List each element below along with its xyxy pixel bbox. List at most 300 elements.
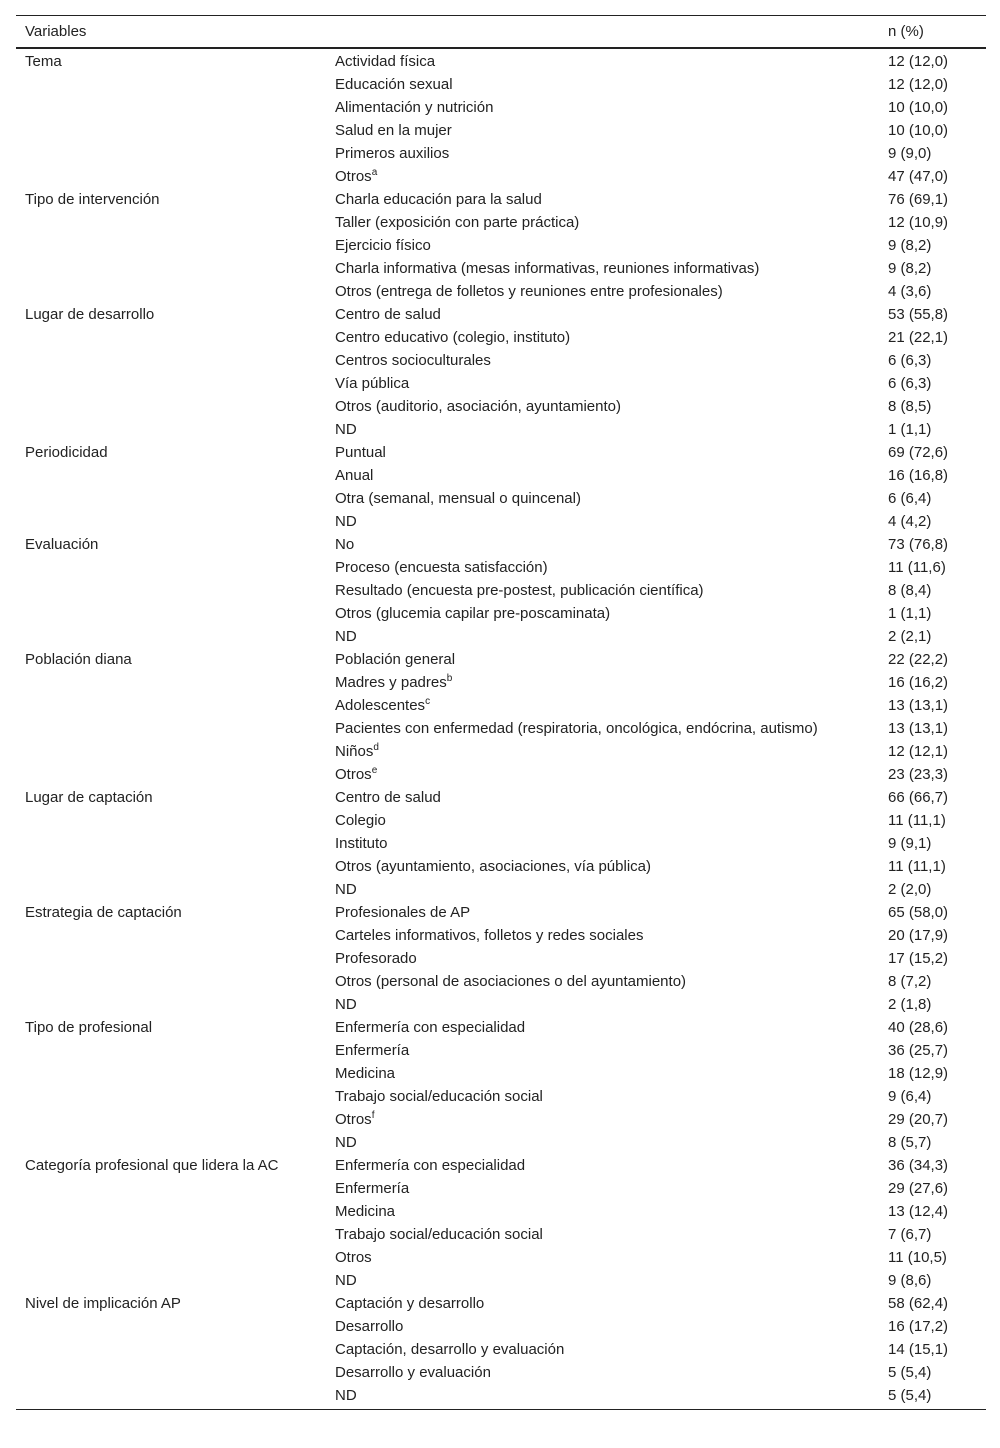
variable-cell	[16, 670, 326, 693]
category-cell	[326, 693, 879, 716]
category-label: Pacientes con enfermedad (respiratoria, oncológica, endócrina, autismo)	[335, 720, 818, 737]
table-row	[16, 785, 986, 808]
category-cell	[326, 1268, 879, 1291]
category-cell	[326, 1107, 879, 1130]
category-label: Otros (personal de asociaciones o del ayuntamiento)	[335, 973, 687, 990]
table-row	[16, 164, 986, 187]
table-header	[16, 16, 986, 49]
variable-cell	[16, 1268, 326, 1291]
variable-cell	[16, 371, 326, 394]
value-cell: 1 (1,1)	[888, 605, 932, 622]
table-row	[16, 1015, 986, 1038]
variable-cell	[16, 1176, 326, 1199]
variable-cell: Estrategia de captación	[25, 904, 182, 921]
category-cell	[326, 877, 879, 900]
variable-cell	[16, 877, 326, 900]
value-cell: 12 (12,0)	[888, 76, 949, 93]
category-label: Carteles informativos, folletos y redes sociales	[335, 927, 644, 944]
variable-cell	[16, 1061, 326, 1084]
value-cell: 2 (1,8)	[888, 996, 932, 1013]
category-cell	[326, 578, 879, 601]
footnote-marker: a	[371, 167, 378, 178]
category-cell	[326, 463, 879, 486]
variable-cell	[16, 739, 326, 762]
value-cell: 13 (12,4)	[888, 1203, 949, 1220]
table-row	[16, 440, 986, 463]
value-cell: 6 (6,4)	[888, 490, 932, 507]
value-cell: 12 (12,1)	[888, 743, 949, 760]
value-cell: 21 (22,1)	[888, 329, 949, 346]
variable-cell	[16, 992, 326, 1015]
category-label: ND	[335, 996, 357, 1013]
variable-cell: Tema	[25, 53, 62, 70]
table-row	[16, 716, 986, 739]
table-row	[16, 509, 986, 532]
category-label: Población general	[335, 651, 456, 668]
table-row	[16, 233, 986, 256]
category-cell	[326, 555, 879, 578]
variable-cell	[16, 1107, 326, 1130]
variable-cell	[16, 1360, 326, 1383]
value-cell: 11 (11,6)	[888, 559, 946, 576]
variable-cell	[16, 1245, 326, 1268]
header-category	[326, 16, 879, 49]
value-cell: 9 (6,4)	[888, 1088, 932, 1105]
table-row	[16, 555, 986, 578]
footnote-marker: b	[446, 673, 453, 684]
table-row	[16, 279, 986, 302]
category-label: Proceso (encuesta satisfacción)	[335, 559, 548, 576]
value-cell: 69 (72,6)	[888, 444, 949, 461]
table-row	[16, 1268, 986, 1291]
value-cell: 20 (17,9)	[888, 927, 949, 944]
value-cell: 76 (69,1)	[888, 191, 949, 208]
category-label: ND	[335, 881, 357, 898]
table-row	[16, 1084, 986, 1107]
category-cell	[326, 1245, 879, 1268]
table-row	[16, 325, 986, 348]
category-cell	[326, 1176, 879, 1199]
variable-cell	[16, 1084, 326, 1107]
value-cell: 14 (15,1)	[888, 1341, 949, 1358]
category-cell	[326, 371, 879, 394]
variable-cell	[16, 624, 326, 647]
table-row	[16, 831, 986, 854]
category-label: Enfermería	[335, 1180, 410, 1197]
table-row	[16, 1222, 986, 1245]
category-label: Educación sexual	[335, 76, 453, 93]
category-label: No	[335, 536, 355, 553]
variable-cell	[16, 1314, 326, 1337]
category-cell	[326, 256, 879, 279]
category-label: Salud en la mujer	[335, 122, 452, 139]
table-row	[16, 348, 986, 371]
table-row	[16, 969, 986, 992]
variable-cell	[16, 1038, 326, 1061]
variable-cell	[16, 141, 326, 164]
category-cell	[326, 118, 879, 141]
value-cell: 29 (20,7)	[888, 1111, 949, 1128]
category-label: Colegio	[335, 812, 386, 829]
footnote-marker: c	[425, 696, 431, 707]
category-cell	[326, 394, 879, 417]
table-row	[16, 923, 986, 946]
value-cell: 9 (9,0)	[888, 145, 932, 162]
value-cell: 1 (1,1)	[888, 421, 932, 438]
variable-cell	[16, 555, 326, 578]
category-label: Trabajo social/educación social	[335, 1226, 543, 1243]
table-row	[16, 1130, 986, 1153]
table-row	[16, 624, 986, 647]
category-cell	[326, 1314, 879, 1337]
variable-cell	[16, 1383, 326, 1410]
category-cell	[326, 647, 879, 670]
table-row	[16, 1038, 986, 1061]
category-cell	[326, 1153, 879, 1176]
category-label: Niños	[335, 743, 374, 760]
table-row	[16, 1314, 986, 1337]
category-cell	[326, 279, 879, 302]
data-table-container	[16, 15, 986, 1410]
table-row	[16, 670, 986, 693]
category-cell	[326, 900, 879, 923]
value-cell: 22 (22,2)	[888, 651, 949, 668]
variable-cell	[16, 164, 326, 187]
category-cell	[326, 440, 879, 463]
table-row	[16, 1337, 986, 1360]
category-label: Adolescentes	[335, 697, 426, 714]
variable-cell	[16, 325, 326, 348]
value-cell: 6 (6,3)	[888, 375, 932, 392]
category-label: Desarrollo	[335, 1318, 404, 1335]
table-row	[16, 95, 986, 118]
table-row	[16, 256, 986, 279]
table-row	[16, 647, 986, 670]
category-label: ND	[335, 1387, 357, 1404]
variable-cell	[16, 808, 326, 831]
table-body	[16, 48, 986, 1410]
variable-cell	[16, 716, 326, 739]
table-row	[16, 1107, 986, 1130]
value-cell: 9 (8,6)	[888, 1272, 932, 1289]
data-table	[16, 15, 986, 1410]
table-row	[16, 463, 986, 486]
category-label: Medicina	[335, 1203, 396, 1220]
category-cell	[326, 417, 879, 440]
category-cell	[326, 95, 879, 118]
variable-cell: Nivel de implicación AP	[25, 1295, 181, 1312]
category-label: Charla informativa (mesas informativas, reuniones informativas)	[335, 260, 760, 277]
table-row	[16, 72, 986, 95]
category-cell	[326, 969, 879, 992]
value-cell: 2 (2,0)	[888, 881, 932, 898]
variable-cell	[16, 486, 326, 509]
table-row	[16, 1153, 986, 1176]
variable-cell	[16, 1337, 326, 1360]
category-cell	[326, 302, 879, 325]
value-cell: 12 (12,0)	[888, 53, 949, 70]
value-cell: 58 (62,4)	[888, 1295, 949, 1312]
variable-cell	[16, 233, 326, 256]
variable-cell: Evaluación	[25, 536, 99, 553]
value-cell: 36 (34,3)	[888, 1157, 949, 1174]
variable-cell	[16, 946, 326, 969]
value-cell: 10 (10,0)	[888, 99, 949, 116]
category-label: Taller (exposición con parte práctica)	[335, 214, 580, 231]
table-row	[16, 808, 986, 831]
category-label: Enfermería con especialidad	[335, 1019, 526, 1036]
variable-cell	[16, 1130, 326, 1153]
value-cell: 13 (13,1)	[888, 720, 949, 737]
value-cell: 6 (6,3)	[888, 352, 932, 369]
value-cell: 53 (55,8)	[888, 306, 949, 323]
header-row	[16, 16, 986, 49]
category-cell	[326, 992, 879, 1015]
category-label: Trabajo social/educación social	[335, 1088, 543, 1105]
category-cell	[326, 1222, 879, 1245]
value-cell: 29 (27,6)	[888, 1180, 949, 1197]
variable-cell	[16, 923, 326, 946]
value-cell: 8 (8,4)	[888, 582, 932, 599]
table-row	[16, 693, 986, 716]
category-label: Profesorado	[335, 950, 417, 967]
table-row	[16, 486, 986, 509]
table-row	[16, 1061, 986, 1084]
table-row	[16, 1360, 986, 1383]
category-label: Vía pública	[335, 375, 410, 392]
table-row	[16, 762, 986, 785]
category-cell	[326, 624, 879, 647]
category-cell	[326, 1130, 879, 1153]
footnote-marker: d	[373, 742, 379, 753]
category-cell	[326, 762, 879, 785]
variable-cell: Categoría profesional que lidera la AC	[25, 1157, 279, 1174]
value-cell: 73 (76,8)	[888, 536, 949, 553]
value-cell: 16 (16,8)	[888, 467, 949, 484]
variable-cell: Lugar de desarrollo	[25, 306, 155, 323]
variable-cell	[16, 693, 326, 716]
table-row	[16, 48, 986, 72]
table-row	[16, 1291, 986, 1314]
category-label: Otros	[335, 168, 372, 185]
category-cell	[326, 348, 879, 371]
value-cell: 16 (16,2)	[888, 674, 949, 691]
category-cell	[326, 1015, 879, 1038]
category-label: Profesionales de AP	[335, 904, 471, 921]
category-cell	[326, 164, 879, 187]
table-row	[16, 578, 986, 601]
value-cell: 9 (8,2)	[888, 237, 932, 254]
category-label: Otros (entrega de folletos y reuniones entre profesionales)	[335, 283, 723, 300]
value-cell: 11 (10,5)	[888, 1249, 947, 1266]
value-cell: 36 (25,7)	[888, 1042, 949, 1059]
variable-cell	[16, 72, 326, 95]
variable-cell	[16, 854, 326, 877]
category-cell	[326, 141, 879, 164]
category-cell	[326, 1084, 879, 1107]
variable-cell	[16, 463, 326, 486]
value-cell: 47 (47,0)	[888, 168, 949, 185]
value-cell: 23 (23,3)	[888, 766, 949, 783]
category-cell	[326, 946, 879, 969]
category-label: Otros	[335, 1111, 372, 1128]
category-label: Alimentación y nutrición	[335, 99, 494, 116]
variable-cell	[16, 969, 326, 992]
value-cell: 8 (8,5)	[888, 398, 932, 415]
value-cell: 7 (6,7)	[888, 1226, 932, 1243]
table-row	[16, 394, 986, 417]
variable-cell: Población diana	[25, 651, 132, 668]
category-cell	[326, 532, 879, 555]
table-row	[16, 992, 986, 1015]
value-cell: 13 (13,1)	[888, 697, 949, 714]
category-label: Madres y padres	[335, 674, 447, 691]
category-cell	[326, 325, 879, 348]
category-cell	[326, 785, 879, 808]
category-label: Desarrollo y evaluación	[335, 1364, 491, 1381]
category-cell	[326, 739, 879, 762]
category-cell	[326, 670, 879, 693]
table-row	[16, 1199, 986, 1222]
category-label: Otros (auditorio, asociación, ayuntamiento)	[335, 398, 621, 415]
variable-cell: Tipo de intervención	[25, 191, 160, 208]
value-cell: 9 (8,2)	[888, 260, 932, 277]
variable-cell	[16, 1199, 326, 1222]
variable-cell	[16, 394, 326, 417]
category-cell	[326, 831, 879, 854]
category-cell	[326, 486, 879, 509]
variable-cell	[16, 1222, 326, 1245]
table-row	[16, 141, 986, 164]
category-cell	[326, 808, 879, 831]
category-label: Captación y desarrollo	[335, 1295, 485, 1312]
variable-cell	[16, 762, 326, 785]
category-cell	[326, 601, 879, 624]
category-label: Anual	[335, 467, 374, 484]
value-cell: 40 (28,6)	[888, 1019, 949, 1036]
table-row	[16, 1176, 986, 1199]
value-cell: 5 (5,4)	[888, 1364, 932, 1381]
value-cell: 2 (2,1)	[888, 628, 932, 645]
variable-cell	[16, 279, 326, 302]
category-label: Resultado (encuesta pre-postest, publicación científica)	[335, 582, 704, 599]
category-label: ND	[335, 1134, 357, 1151]
table-row	[16, 532, 986, 555]
category-label: Medicina	[335, 1065, 396, 1082]
category-label: Charla educación para la salud	[335, 191, 542, 208]
category-label: Otros (glucemia capilar pre-poscaminata)	[335, 605, 611, 622]
variable-cell	[16, 118, 326, 141]
category-cell	[326, 854, 879, 877]
table-row	[16, 946, 986, 969]
category-label: Centros socioculturales	[335, 352, 491, 369]
category-label: Enfermería	[335, 1042, 410, 1059]
table-row	[16, 854, 986, 877]
table-row	[16, 187, 986, 210]
variable-cell: Tipo de profesional	[25, 1019, 153, 1036]
category-label: Instituto	[335, 835, 388, 852]
category-cell	[326, 233, 879, 256]
category-label: Enfermería con especialidad	[335, 1157, 526, 1174]
variable-cell	[16, 601, 326, 624]
table-row	[16, 900, 986, 923]
value-cell: 12 (10,9)	[888, 214, 949, 231]
category-label: Centro de salud	[335, 789, 441, 806]
value-cell: 18 (12,9)	[888, 1065, 949, 1082]
table-row	[16, 1383, 986, 1410]
value-cell: 11 (11,1)	[888, 812, 946, 829]
category-label: Actividad física	[335, 53, 436, 70]
category-cell	[326, 1360, 879, 1383]
value-cell: 66 (66,7)	[888, 789, 949, 806]
category-cell	[326, 72, 879, 95]
table-row	[16, 118, 986, 141]
variable-cell: Lugar de captación	[25, 789, 153, 806]
variable-cell	[16, 348, 326, 371]
table-row	[16, 210, 986, 233]
footnote-marker: f	[371, 1110, 375, 1121]
category-label: ND	[335, 421, 357, 438]
footnote-marker: e	[371, 765, 378, 776]
category-label: Primeros auxilios	[335, 145, 450, 162]
table-row	[16, 739, 986, 762]
category-cell	[326, 923, 879, 946]
variable-cell	[16, 417, 326, 440]
table-row	[16, 601, 986, 624]
table-row	[16, 1245, 986, 1268]
value-cell: 4 (3,6)	[888, 283, 932, 300]
variable-cell	[16, 831, 326, 854]
value-cell: 65 (58,0)	[888, 904, 949, 921]
category-label: Otra (semanal, mensual o quincenal)	[335, 490, 581, 507]
value-cell: 16 (17,2)	[888, 1318, 949, 1335]
category-cell	[326, 1383, 879, 1410]
category-label: Otros (ayuntamiento, asociaciones, vía pública)	[335, 858, 651, 875]
category-label: ND	[335, 1272, 357, 1289]
variable-cell	[16, 210, 326, 233]
category-cell	[326, 509, 879, 532]
table-row	[16, 417, 986, 440]
category-label: Captación, desarrollo y evaluación	[335, 1341, 565, 1358]
value-cell: 5 (5,4)	[879, 1383, 986, 1410]
variable-cell	[16, 578, 326, 601]
category-cell	[326, 1337, 879, 1360]
category-cell	[326, 716, 879, 739]
category-cell	[326, 187, 879, 210]
category-cell	[326, 1038, 879, 1061]
category-label: Otros	[335, 1249, 372, 1266]
category-cell	[326, 48, 879, 72]
category-cell	[326, 1291, 879, 1314]
value-cell: 8 (5,7)	[888, 1134, 932, 1151]
variable-cell	[16, 95, 326, 118]
variable-cell: Periodicidad	[25, 444, 108, 461]
category-label: Ejercicio físico	[335, 237, 431, 254]
table-row	[16, 877, 986, 900]
value-cell: 4 (4,2)	[888, 513, 932, 530]
category-label: ND	[335, 628, 357, 645]
category-label: Centro de salud	[335, 306, 441, 323]
category-cell	[326, 210, 879, 233]
category-cell	[326, 1199, 879, 1222]
category-label: Puntual	[335, 444, 386, 461]
table-row	[16, 371, 986, 394]
value-cell: 8 (7,2)	[888, 973, 932, 990]
value-cell: 11 (11,1)	[888, 858, 946, 875]
variable-cell	[16, 509, 326, 532]
variable-cell	[16, 256, 326, 279]
category-cell	[326, 1061, 879, 1084]
